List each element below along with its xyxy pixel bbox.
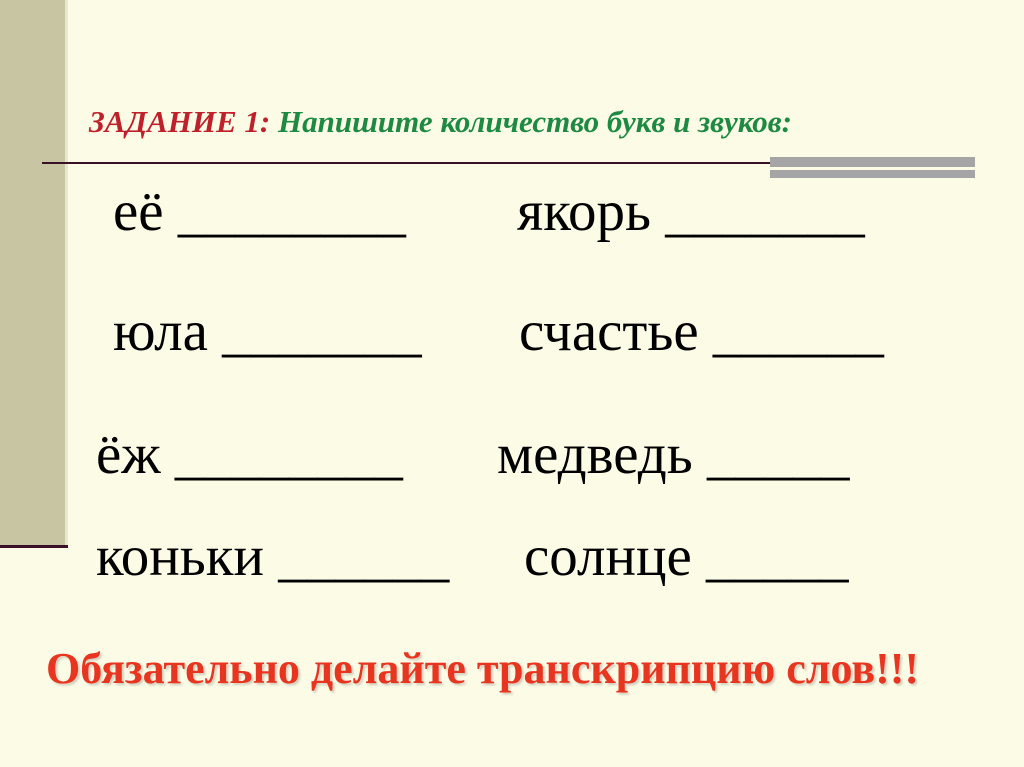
word-item: коньки ______ bbox=[96, 525, 450, 588]
title-accent-bar-lower bbox=[770, 170, 975, 178]
task-text: Напишите количество букв и звуков: bbox=[277, 104, 792, 139]
sidebar-underline bbox=[0, 545, 68, 548]
word-item: ёж ________ bbox=[96, 423, 403, 486]
task-heading bbox=[89, 104, 792, 140]
transcription-note: Обязательно делайте транскрипцию слов!!! bbox=[46, 644, 920, 693]
word-item: якорь _______ bbox=[517, 180, 865, 243]
sidebar-edge-decoration bbox=[65, 0, 68, 545]
title-accent-bar bbox=[770, 157, 975, 167]
task-label: ЗАДАНИЕ 1: bbox=[89, 104, 271, 139]
word-item: счастье ______ bbox=[519, 300, 884, 363]
word-item: солнце _____ bbox=[524, 525, 849, 588]
word-item: медведь _____ bbox=[497, 423, 850, 486]
sidebar-decoration bbox=[0, 0, 65, 545]
word-item: юла _______ bbox=[113, 300, 422, 363]
word-item: её ________ bbox=[113, 180, 406, 243]
